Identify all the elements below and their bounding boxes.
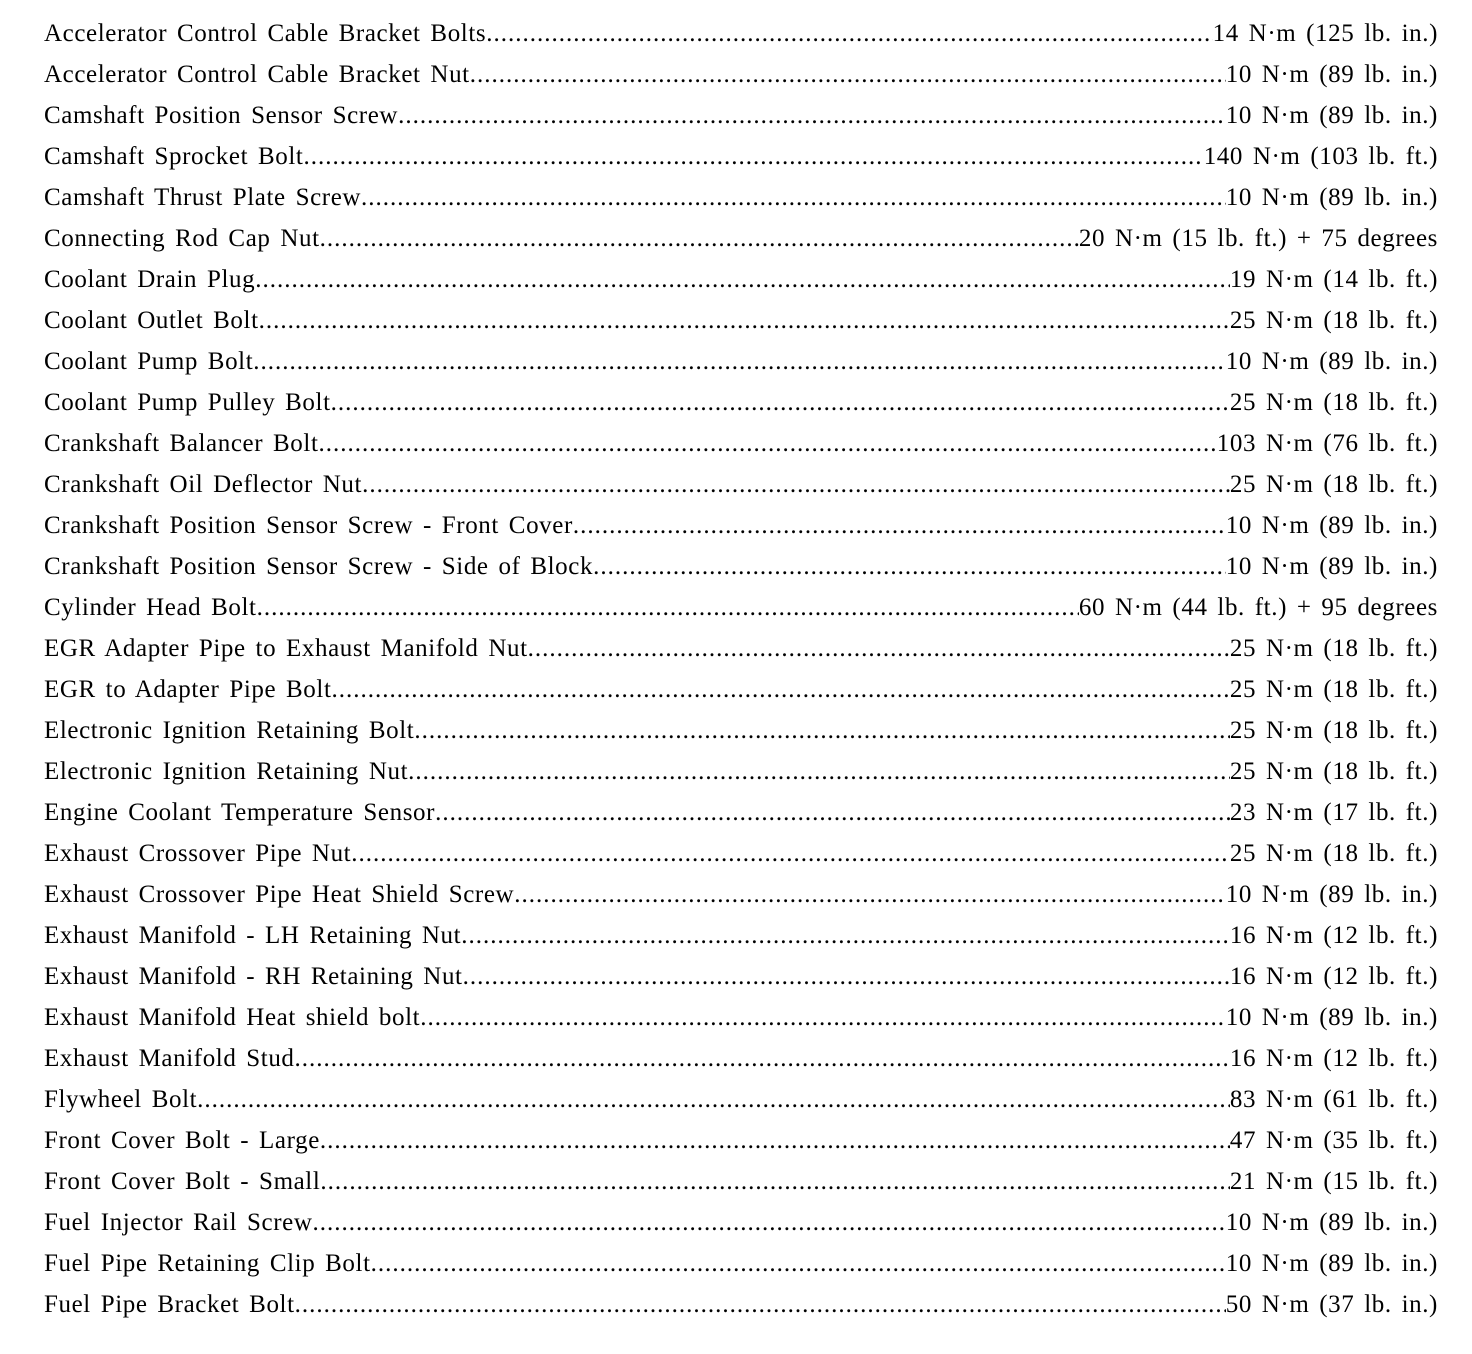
spec-value: 25 N·m (18 lb. ft.): [1229, 307, 1438, 334]
spec-row: [44, 1202, 1438, 1243]
spec-value: 10 N·m (89 lb. in.): [1225, 102, 1438, 129]
dot-leader: [514, 874, 1226, 915]
dot-leader: [253, 341, 1225, 382]
dot-leader: [435, 792, 1230, 833]
spec-name: Electronic Ignition Retaining Bolt: [44, 717, 415, 744]
dot-leader: [361, 177, 1226, 218]
spec-row: [44, 1161, 1438, 1202]
spec-name: Electronic Ignition Retaining Nut: [44, 758, 409, 785]
spec-name: Front Cover Bolt - Small: [44, 1168, 321, 1195]
dot-leader: [593, 546, 1226, 587]
dot-leader: [320, 1161, 1230, 1202]
spec-name: Exhaust Crossover Pipe Nut: [44, 840, 352, 867]
spec-name: Exhaust Manifold Stud: [44, 1045, 295, 1072]
spec-value: 25 N·m (18 lb. ft.): [1229, 471, 1438, 498]
spec-row: [44, 95, 1438, 136]
spec-value: 10 N·m (89 lb. in.): [1225, 1250, 1438, 1277]
spec-name: Exhaust Manifold - RH Retaining Nut: [44, 963, 463, 990]
spec-value: 83 N·m (61 lb. ft.): [1229, 1086, 1438, 1113]
dot-leader: [320, 1120, 1230, 1161]
spec-row: [44, 874, 1438, 915]
spec-name: Camshaft Thrust Plate Screw: [44, 184, 362, 211]
spec-value: 25 N·m (18 lb. ft.): [1229, 758, 1438, 785]
spec-row: [44, 464, 1438, 505]
spec-name: Fuel Injector Rail Screw: [44, 1209, 313, 1236]
spec-name: Coolant Drain Plug: [44, 266, 256, 293]
dot-leader: [312, 1202, 1225, 1243]
spec-value: 25 N·m (18 lb. ft.): [1229, 635, 1438, 662]
spec-value: 16 N·m (12 lb. ft.): [1229, 1045, 1438, 1072]
spec-row: [44, 956, 1438, 997]
spec-value: 10 N·m (89 lb. in.): [1225, 881, 1438, 908]
dot-leader: [255, 259, 1230, 300]
spec-value: 16 N·m (12 lb. ft.): [1229, 963, 1438, 990]
dot-leader: [197, 1079, 1230, 1120]
spec-name: Exhaust Manifold Heat shield bolt: [44, 1004, 421, 1031]
spec-name: Crankshaft Position Sensor Screw - Front Cover: [44, 512, 573, 539]
spec-row: [44, 136, 1438, 177]
spec-row: [44, 1038, 1438, 1079]
torque-spec-list: [44, 13, 1438, 1325]
dot-leader: [362, 464, 1230, 505]
spec-name: EGR Adapter Pipe to Exhaust Manifold Nut: [44, 635, 528, 662]
spec-value: 10 N·m (89 lb. in.): [1225, 184, 1438, 211]
spec-row: [44, 792, 1438, 833]
spec-name: Crankshaft Position Sensor Screw - Side of Block: [44, 553, 594, 580]
spec-value: 10 N·m (89 lb. in.): [1225, 348, 1438, 375]
spec-row: [44, 382, 1438, 423]
dot-leader: [486, 13, 1212, 54]
spec-value: 25 N·m (18 lb. ft.): [1229, 717, 1438, 744]
spec-name: Accelerator Control Cable Bracket Bolts: [44, 20, 487, 47]
spec-row: [44, 54, 1438, 95]
spec-value: 10 N·m (89 lb. in.): [1225, 512, 1438, 539]
spec-name: Crankshaft Oil Deflector Nut: [44, 471, 363, 498]
dot-leader: [463, 956, 1230, 997]
dot-leader: [420, 997, 1226, 1038]
spec-name: Engine Coolant Temperature Sensor: [44, 799, 436, 826]
spec-name: Flywheel Bolt: [44, 1086, 198, 1113]
dot-leader: [461, 915, 1230, 956]
dot-leader: [331, 382, 1230, 423]
spec-name: Fuel Pipe Retaining Clip Bolt: [44, 1250, 371, 1277]
spec-value: 25 N·m (18 lb. ft.): [1229, 676, 1438, 703]
spec-name: Front Cover Bolt - Large: [44, 1127, 320, 1154]
spec-name: EGR to Adapter Pipe Bolt: [44, 676, 332, 703]
spec-name: Camshaft Position Sensor Screw: [44, 102, 399, 129]
spec-row: [44, 1284, 1438, 1325]
spec-value: 19 N·m (14 lb. ft.): [1229, 266, 1438, 293]
spec-name: Crankshaft Balancer Bolt: [44, 430, 319, 457]
spec-row: [44, 628, 1438, 669]
spec-value: 10 N·m (89 lb. in.): [1225, 1004, 1438, 1031]
dot-leader: [408, 751, 1230, 792]
dot-leader: [257, 587, 1079, 628]
spec-row: [44, 259, 1438, 300]
spec-row: [44, 669, 1438, 710]
spec-value: 10 N·m (89 lb. in.): [1225, 553, 1438, 580]
spec-value: 14 N·m (125 lb. in.): [1212, 20, 1438, 47]
spec-row: [44, 1079, 1438, 1120]
spec-row: [44, 546, 1438, 587]
spec-name: Coolant Pump Pulley Bolt: [44, 389, 331, 416]
spec-value: 20 N·m (15 lb. ft.) + 75 degrees: [1078, 225, 1438, 252]
spec-row: [44, 177, 1438, 218]
spec-value: 50 N·m (37 lb. in.): [1225, 1291, 1438, 1318]
spec-value: 25 N·m (18 lb. ft.): [1229, 389, 1438, 416]
spec-value: 10 N·m (89 lb. in.): [1225, 1209, 1438, 1236]
dot-leader: [320, 218, 1079, 259]
spec-name: Coolant Pump Bolt: [44, 348, 254, 375]
spec-row: [44, 587, 1438, 628]
spec-value: 60 N·m (44 lb. ft.) + 95 degrees: [1078, 594, 1438, 621]
spec-value: 140 N·m (103 lb. ft.): [1203, 143, 1438, 170]
spec-row: [44, 710, 1438, 751]
dot-leader: [332, 669, 1230, 710]
spec-name: Coolant Outlet Bolt: [44, 307, 259, 334]
spec-row: [44, 13, 1438, 54]
spec-row: [44, 751, 1438, 792]
dot-leader: [259, 300, 1230, 341]
spec-value: 16 N·m (12 lb. ft.): [1229, 922, 1438, 949]
dot-leader: [351, 833, 1230, 874]
spec-value: 10 N·m (89 lb. in.): [1225, 61, 1438, 88]
spec-name: Exhaust Manifold - LH Retaining Nut: [44, 922, 462, 949]
spec-value: 25 N·m (18 lb. ft.): [1229, 840, 1438, 867]
spec-name: Connecting Rod Cap Nut: [44, 225, 320, 252]
dot-leader: [573, 505, 1226, 546]
spec-row: [44, 1120, 1438, 1161]
spec-row: [44, 1243, 1438, 1284]
spec-row: [44, 505, 1438, 546]
dot-leader: [528, 628, 1230, 669]
spec-value: 23 N·m (17 lb. ft.): [1229, 799, 1438, 826]
spec-value: 47 N·m (35 lb. ft.): [1229, 1127, 1438, 1154]
spec-name: Exhaust Crossover Pipe Heat Shield Screw: [44, 881, 515, 908]
dot-leader: [414, 710, 1230, 751]
dot-leader: [295, 1284, 1226, 1325]
spec-name: Camshaft Sprocket Bolt: [44, 143, 304, 170]
spec-name: Cylinder Head Bolt: [44, 594, 257, 621]
spec-row: [44, 341, 1438, 382]
dot-leader: [470, 54, 1226, 95]
dot-leader: [371, 1243, 1226, 1284]
spec-row: [44, 915, 1438, 956]
spec-row: [44, 833, 1438, 874]
spec-value: 21 N·m (15 lb. ft.): [1229, 1168, 1438, 1195]
dot-leader: [303, 136, 1203, 177]
spec-name: Accelerator Control Cable Bracket Nut: [44, 61, 470, 88]
spec-row: [44, 423, 1438, 464]
spec-value: 103 N·m (76 lb. ft.): [1216, 430, 1438, 457]
spec-row: [44, 218, 1438, 259]
spec-name: Fuel Pipe Bracket Bolt: [44, 1291, 295, 1318]
dot-leader: [398, 95, 1226, 136]
dot-leader: [319, 423, 1217, 464]
dot-leader: [295, 1038, 1230, 1079]
spec-row: [44, 300, 1438, 341]
spec-row: [44, 997, 1438, 1038]
